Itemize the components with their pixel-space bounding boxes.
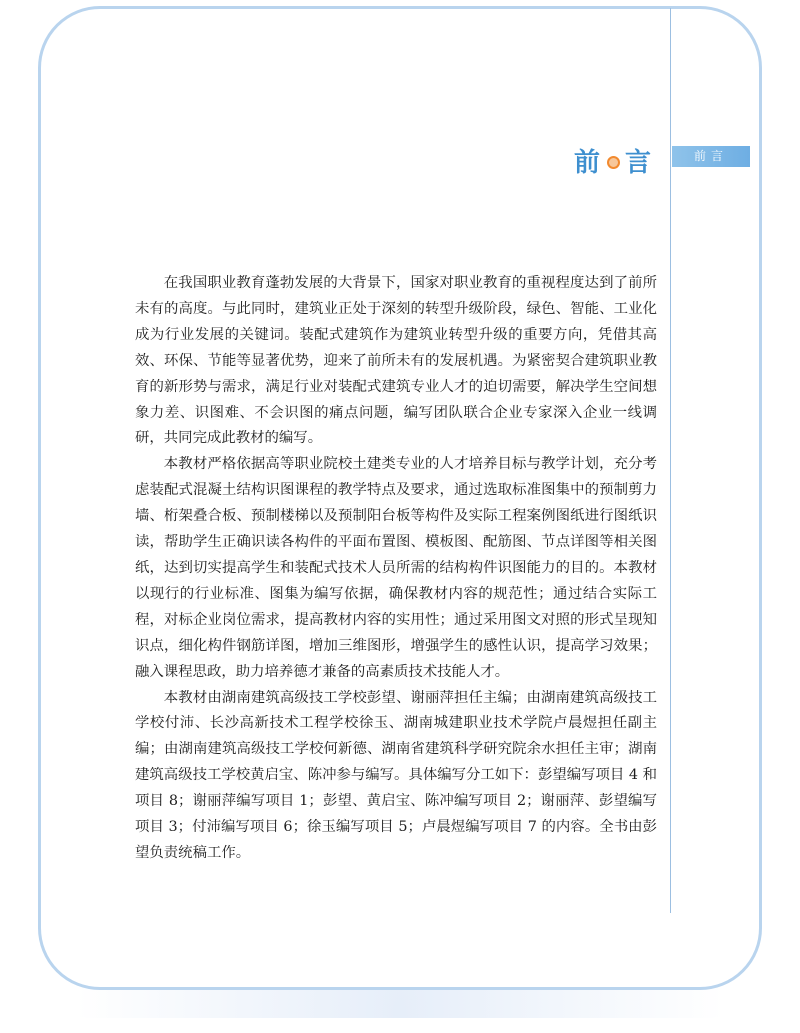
paragraph-1: 在我国职业教育蓬勃发展的大背景下，国家对职业教育的重视程度达到了前所未有的高度。与此同时，建筑业正处于深刻的转型升级阶段，绿色、智能、工业化成为行业发展的关键词。装配式建筑作为建筑业转型升级的重要方向，凭借其高效、环保、节能等显著优势，迎来了前所未有的发展机遇。为紧密契合建筑职业教育的新形势与需求，满足行业对装配式建筑专业人才的迫切需要，解决学生空间想象力差、识图难、不会识图的痛点问题，编写团队联合企业专家深入企业一线调研，共同完成此教材的编写。 <box>135 275 657 447</box>
section-tab: 前言 <box>672 146 750 167</box>
margin-divider-line <box>670 8 671 913</box>
paragraph-3: 本教材由湖南建筑高级技工学校彭望、谢丽萍担任主编；由湖南建筑高级技工学校付沛、长沙高新技术工程学校徐玉、湖南城建职业技术学院卢晨煜担任副主编；由湖南建筑高级技工学校何新德、湖南省建筑科学研究院余水担任主审；湖南建筑高级技工学校黄启宝、陈冲参与编写。具体编写分工如下：彭望编写项目 4 和项目 8；谢丽萍编写项目 1；彭望、黄启宝、陈冲编写项目 2；谢丽萍、彭望编写项目 3；付沛编写项目 6；徐玉编写项目 5；卢晨煜编写项目 7 的内容。全书由彭望负责统稿工作。 <box>135 689 657 861</box>
paragraph-2: 本教材严格依据高等职业院校土建类专业的人才培养目标与教学计划，充分考虑装配式混凝土结构识图课程的教学特点及要求，通过选取标准图集中的预制剪力墙、桁架叠合板、预制楼梯以及预制阳台板等构件及实际工程案例图纸进行图纸识读，帮助学生正确识读各构件的平面布置图、模板图、配筋图、节点详图等相关图纸，达到切实提高学生和装配式技术人员所需的结构构件识图能力的目的。本教材以现行的行业标准、图集为编写依据，确保教材内容的规范性；通过结合实际工程，对标企业岗位需求，提高教材内容的实用性；通过采用图文对照的形式呈现知识点，细化构件钢筋详图，增加三维图形，增强学生的感性认识，提高学习效果；融入课程思政，助力培养德才兼备的高素质技术技能人才。 <box>135 456 657 680</box>
page-title <box>574 142 653 179</box>
title-dot-icon <box>607 156 620 169</box>
preface-body <box>135 271 657 867</box>
title-char-2: 言 <box>625 148 654 178</box>
title-char-1: 前 <box>574 148 603 178</box>
